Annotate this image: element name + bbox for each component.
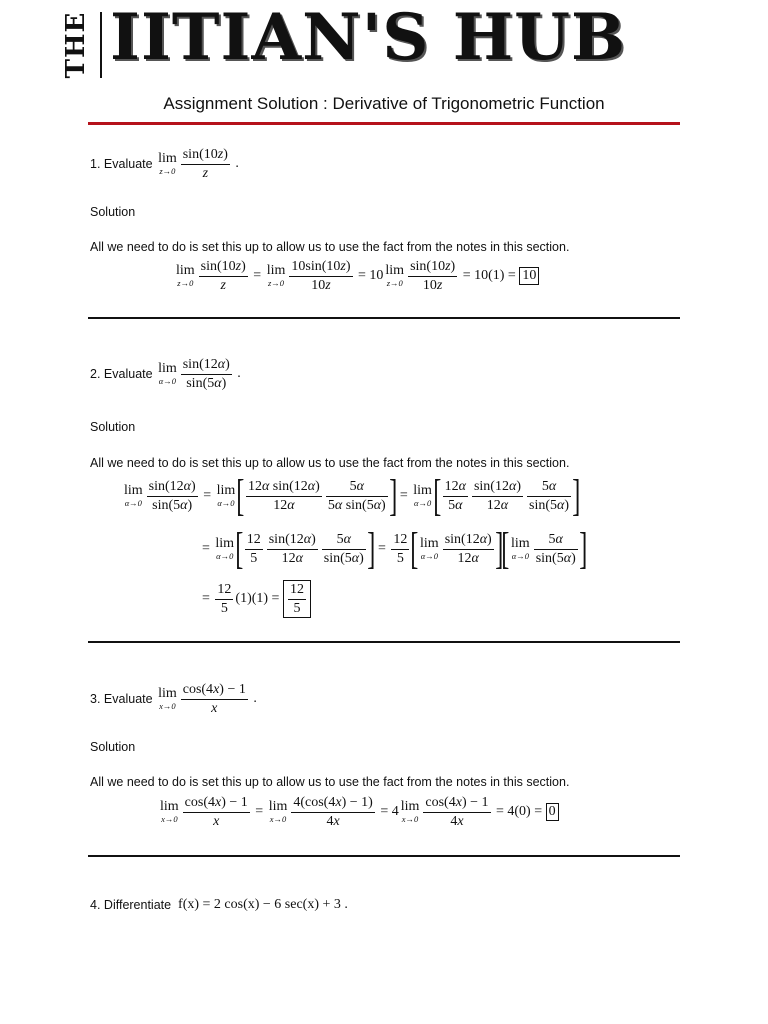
solution-3-equation: lim x→0 $\frac{\cos(4x) - 1}{x}$ = lim x→0 $\frac{4(\cos(4x) - 1)}{4x}$ = 4 lim x→0 $\frac{\cos(4x) - 1}{4x}$ = 4(0) = 0 [158,794,559,830]
problem-1-statement: 1. Evaluate lim z→0 $\frac{\sin(10z)}{z}$ . [90,147,239,181]
solution-2-equation-line-2: = lim α→0 [ $\frac{12}{5}$ $\frac{\sin(12\alpha)}{12\alpha}$ $\frac{5\alpha}{\sin(5\alpha)}$ ] = $\frac{12}{5}$ [ lim α→0 $\frac{\sin(12\alpha)}{12\alpha}$ ] [ lim α→0 $\frac{5\alpha}{\sin(5\alpha)}$ ] [202,524,588,573]
solution-1-text: All we need to do is set this up to allow us to use the fact from the notes in this section. [90,240,570,254]
answer-1: 10 [519,267,539,285]
solution-3-text: All we need to do is set this up to allow us to use the fact from the notes in this section. [90,775,570,789]
answer-3: 0 [546,803,559,821]
section-divider [88,317,680,319]
logo-the: THE [61,11,91,79]
problem-4-statement: 4. Differentiate f(x) = 2 cos(x) − 6 sec(x) + 3 . [90,897,348,912]
solution-2-text: All we need to do is set this up to allow us to use the fact from the notes in this section. [90,456,570,470]
section-divider [88,641,680,643]
solution-2-equation-line-1: lim α→0 $\frac{\sin(12\alpha)}{\sin(5\alpha)}$ = lim α→0 [ $\frac{\text{12α sin(12α)}}{12\alpha}$ $\frac{5\alpha}{\text{5α sin(5α)}}$ ] = lim α→0 [ $\frac{12\alpha}{5\alpha}$ $\frac{\sin(12\alpha)}{12\alpha}$ $\frac{5\alpha}{\sin(5\alpha)}$ ] [124,471,581,520]
title-underline [88,122,680,125]
problem-4-expression: f(x) = 2 cos(x) − 6 sec(x) + 3 . [178,897,348,912]
solution-2-label: Solution [90,420,136,434]
logo-divider [100,12,102,78]
problem-3-statement: 3. Evaluate lim x→0 $\frac{\cos(4x) - 1}{x}$ . [90,682,257,716]
page-title: Assignment Solution : Derivative of Trigonometric Function [163,94,605,113]
section-divider [88,855,680,857]
solution-3-label: Solution [90,740,136,754]
solution-1-equation: lim z→0 $\frac{\sin(10z)}{z}$ = lim z→0 $\frac{10\sin(10z)}{10z}$ = 10 lim z→0 $\frac{\sin(10z)}{10z}$ = 10(1) = 10 [174,258,539,294]
solution-1-label: Solution [90,205,136,219]
brand-title: IITIAN'S HUB [110,0,627,75]
solution-2-equation-line-3: = $\frac{12}{5}$ (1)(1) = $\frac{12}{5}$ [202,580,311,618]
problem-2-statement: 2. Evaluate lim α→0 $\frac{\sin(12\alpha)}{\sin(5\alpha)}$ . [90,357,241,391]
answer-2: $\frac{12}{5}$ [283,580,311,618]
